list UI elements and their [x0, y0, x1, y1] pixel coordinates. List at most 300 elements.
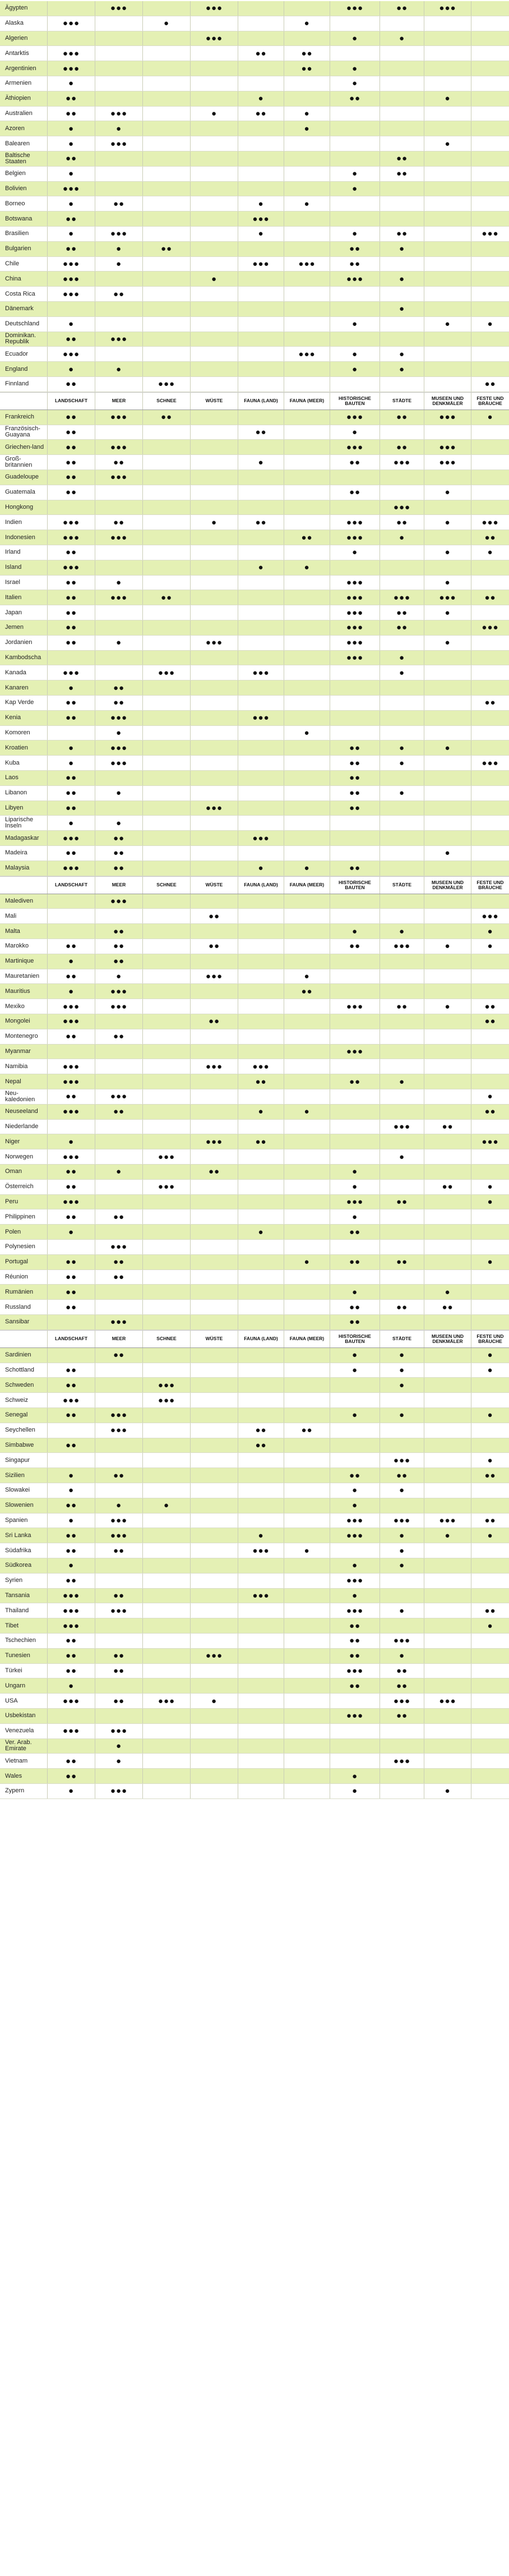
table-row: [0, 410, 509, 425]
rating-cell: [143, 1165, 191, 1179]
column-header: FAUNA (MEER): [284, 393, 330, 410]
rating-cell: [284, 455, 330, 470]
rating-cell: [284, 242, 330, 256]
rating-cell: [380, 801, 424, 816]
rating-cell: [95, 1678, 143, 1693]
country-name: Neuseeland: [0, 1105, 48, 1119]
rating-cell: ●●: [380, 410, 424, 425]
rating-cell: [143, 1315, 191, 1330]
rating-cell: [143, 711, 191, 725]
rating-cell: [424, 1709, 471, 1723]
rating-cell: ●●: [330, 1315, 380, 1330]
rating-cell: [424, 151, 471, 166]
rating-cell: [238, 1634, 284, 1648]
rating-cell: [330, 121, 380, 136]
table-row: [0, 1423, 509, 1438]
rating-cell: [95, 347, 143, 361]
rating-cell: [191, 620, 238, 635]
rating-cell: ●●: [48, 455, 95, 470]
rating-cell: [191, 440, 238, 454]
table-row: [0, 1769, 509, 1784]
rating-cell: [424, 272, 471, 286]
table-row: [0, 1574, 509, 1589]
rating-cell: [424, 1089, 471, 1104]
rating-cell: [238, 16, 284, 31]
rating-cell: [143, 121, 191, 136]
rating-cell: ●●●: [284, 347, 330, 361]
rating-cell: [191, 257, 238, 272]
rating-cell: ●: [330, 1408, 380, 1423]
rating-cell: [424, 831, 471, 845]
rating-cell: [191, 1709, 238, 1723]
rating-cell: ●●: [95, 831, 143, 845]
rating-cell: [191, 680, 238, 695]
rating-cell: [143, 1618, 191, 1633]
country-name: Slowenien: [0, 1498, 48, 1513]
rating-cell: ●●●: [380, 1694, 424, 1708]
rating-cell: [95, 1483, 143, 1498]
rating-cell: [48, 651, 95, 665]
rating-cell: ●●: [284, 1423, 330, 1438]
rating-cell: [284, 831, 330, 845]
column-header: STÄDTE: [380, 1331, 424, 1347]
rating-cell: [471, 242, 509, 256]
rating-cell: [424, 984, 471, 999]
rating-cell: [95, 651, 143, 665]
rating-cell: [191, 1528, 238, 1543]
rating-cell: [471, 1694, 509, 1708]
rating-cell: [330, 1694, 380, 1708]
rating-cell: ●●●: [95, 410, 143, 425]
rating-cell: [191, 1209, 238, 1224]
country-name: Alaska: [0, 16, 48, 31]
rating-cell: [143, 440, 191, 454]
rating-cell: [238, 1240, 284, 1254]
table-row: [0, 1543, 509, 1558]
rating-cell: [143, 1225, 191, 1239]
rating-cell: [380, 1270, 424, 1285]
rating-cell: [424, 801, 471, 816]
table-row: [0, 1438, 509, 1453]
column-header: SCHNEE: [143, 1331, 191, 1347]
rating-cell: [380, 287, 424, 301]
rating-cell: ●●: [330, 257, 380, 272]
rating-cell: [424, 1134, 471, 1149]
country-name: Israel: [0, 576, 48, 590]
country-name: Bulgarien: [0, 242, 48, 256]
rating-cell: ●●: [380, 151, 424, 166]
rating-cell: [95, 1438, 143, 1453]
rating-cell: ●●: [48, 377, 95, 392]
rating-cell: [471, 605, 509, 620]
country-name: Rumänien: [0, 1285, 48, 1299]
rating-cell: ●●: [330, 1678, 380, 1693]
table-row: [0, 605, 509, 620]
rating-cell: ●●: [380, 1195, 424, 1209]
rating-cell: [191, 1543, 238, 1558]
rating-cell: [191, 1558, 238, 1573]
table-row: [0, 1363, 509, 1378]
rating-cell: [238, 590, 284, 605]
rating-cell: [330, 332, 380, 347]
rating-cell: [238, 1165, 284, 1179]
country-name: Madeira: [0, 846, 48, 861]
rating-cell: ●●●: [380, 500, 424, 515]
rating-cell: ●●: [48, 1498, 95, 1513]
rating-cell: ●: [380, 242, 424, 256]
rating-cell: [143, 1029, 191, 1044]
rating-cell: [380, 1784, 424, 1798]
rating-cell: [143, 1634, 191, 1648]
rating-cell: [284, 1270, 330, 1285]
rating-cell: [284, 1149, 330, 1164]
rating-cell: [284, 924, 330, 939]
rating-cell: ●: [330, 1784, 380, 1798]
rating-cell: ●: [330, 1769, 380, 1783]
table-row: [0, 1784, 509, 1799]
rating-cell: [471, 1574, 509, 1588]
rating-cell: [471, 1393, 509, 1407]
rating-cell: ●●: [424, 1300, 471, 1314]
rating-cell: [471, 1300, 509, 1314]
rating-cell: [143, 136, 191, 151]
rating-cell: [424, 182, 471, 196]
rating-cell: ●●●: [48, 665, 95, 680]
rating-cell: ●: [380, 31, 424, 46]
rating-cell: ●●: [95, 1649, 143, 1663]
rating-cell: ●●●: [48, 1195, 95, 1209]
rating-cell: ●●●: [48, 1393, 95, 1407]
rating-cell: ●: [380, 1603, 424, 1618]
table-row: [0, 831, 509, 846]
rating-cell: [284, 545, 330, 560]
rating-cell: [238, 1149, 284, 1164]
rating-cell: ●: [95, 726, 143, 740]
rating-cell: ●●: [48, 485, 95, 500]
table-row: [0, 61, 509, 76]
rating-cell: [95, 605, 143, 620]
rating-cell: [143, 530, 191, 545]
rating-cell: [191, 1453, 238, 1468]
rating-cell: ●●: [484, 1470, 496, 1480]
rating-cell: [191, 76, 238, 91]
rating-cell: ●: [95, 1739, 143, 1754]
rating-cell: [191, 1393, 238, 1407]
rating-cell: [380, 680, 424, 695]
rating-cell: [284, 1195, 330, 1209]
rating-cell: ●●●: [48, 1014, 95, 1029]
rating-cell: [143, 151, 191, 166]
rating-cell: [284, 1664, 330, 1678]
rating-cell: [238, 302, 284, 316]
rating-cell: ●●: [380, 1255, 424, 1269]
rating-cell: ●: [284, 107, 330, 121]
rating-cell: [238, 1014, 284, 1029]
rating-cell: [95, 560, 143, 575]
rating-cell: [424, 1270, 471, 1285]
rating-cell: [284, 1468, 330, 1483]
rating-cell: [238, 272, 284, 286]
rating-cell: [330, 680, 380, 695]
rating-cell: [380, 1029, 424, 1044]
rating-cell: ●●: [48, 1363, 95, 1378]
rating-cell: [471, 846, 509, 861]
country-name: Indonesien: [0, 530, 48, 545]
rating-cell: [143, 620, 191, 635]
country-name: Mauritius: [0, 984, 48, 999]
table-row: [0, 1453, 509, 1468]
rating-cell: [191, 1120, 238, 1134]
rating-cell: [48, 1315, 95, 1330]
rating-cell: [380, 696, 424, 710]
rating-cell: [471, 440, 509, 454]
rating-cell: ●●●: [48, 530, 95, 545]
rating-cell: ●●: [330, 485, 380, 500]
rating-cell: [95, 1045, 143, 1059]
rating-cell: [330, 831, 380, 845]
country-name: Botswana: [0, 211, 48, 226]
rating-cell: [424, 1378, 471, 1392]
rating-cell: [143, 740, 191, 755]
country-name: Ver. Arab. Emirate: [0, 1739, 48, 1754]
rating-cell: ●●: [95, 696, 143, 710]
rating-cell: ●●: [48, 590, 95, 605]
rating-cell: ●●: [238, 515, 284, 530]
rating-cell: [238, 242, 284, 256]
rating-cell: [424, 1165, 471, 1179]
rating-cell: [380, 91, 424, 106]
rating-cell: ●●●: [424, 1, 471, 16]
rating-cell: ●●: [330, 786, 380, 801]
rating-cell: [424, 1225, 471, 1239]
country-name: Hongkong: [0, 500, 48, 515]
rating-cell: [284, 1678, 330, 1693]
rating-cell: ●: [380, 1528, 424, 1543]
rating-cell: ●●: [95, 1209, 143, 1224]
rating-cell: [284, 1348, 330, 1363]
country-name: Simbabwe: [0, 1438, 48, 1453]
rating-cell: [284, 771, 330, 785]
table-row: [0, 984, 509, 999]
rating-cell: [143, 1543, 191, 1558]
rating-cell: [284, 636, 330, 650]
rating-cell: ●●●: [95, 1240, 143, 1254]
rating-cell: [95, 1618, 143, 1633]
rating-cell: [284, 1363, 330, 1378]
table-row: [0, 485, 509, 500]
rating-cell: [238, 76, 284, 91]
rating-cell: [191, 861, 238, 876]
table-row: [0, 1678, 509, 1694]
rating-cell: [191, 924, 238, 939]
rating-cell: [471, 861, 509, 876]
rating-cell: [424, 711, 471, 725]
country-name: Schottland: [0, 1363, 48, 1378]
country-name: Irland: [0, 545, 48, 560]
rating-cell: [95, 272, 143, 286]
rating-cell: [471, 711, 509, 725]
rating-cell: [191, 1739, 238, 1754]
rating-cell: ●●: [484, 1606, 496, 1616]
rating-cell: ●●●: [238, 1589, 284, 1603]
country-name: Azoren: [0, 121, 48, 136]
rating-cell: ●●●: [48, 999, 95, 1014]
rating-cell: [143, 1408, 191, 1423]
rating-cell: ●: [424, 136, 471, 151]
rating-cell: [143, 1589, 191, 1603]
rating-cell: [238, 999, 284, 1014]
rating-cell: [238, 1255, 284, 1269]
rating-cell: [380, 257, 424, 272]
rating-cell: [424, 816, 471, 830]
rating-cell: [238, 1045, 284, 1059]
country-name: Sardinien: [0, 1348, 48, 1363]
rating-cell: ●: [487, 1410, 493, 1420]
rating-cell: [95, 545, 143, 560]
rating-cell: ●●: [48, 1270, 95, 1285]
rating-cell: ●●: [48, 771, 95, 785]
rating-cell: [143, 1514, 191, 1528]
table-row: [0, 1134, 509, 1149]
rating-cell: [238, 151, 284, 166]
rating-cell: ●: [424, 1784, 471, 1798]
rating-cell: [95, 1074, 143, 1089]
country-name: Belgien: [0, 167, 48, 181]
country-name: Niger: [0, 1134, 48, 1149]
rating-cell: ●●: [284, 984, 330, 999]
table-row: [0, 1589, 509, 1604]
rating-cell: ●●: [48, 786, 95, 801]
rating-cell: [238, 1724, 284, 1738]
rating-cell: [424, 726, 471, 740]
rating-cell: [143, 1603, 191, 1618]
rating-cell: ●●: [330, 91, 380, 106]
rating-cell: [238, 545, 284, 560]
rating-cell: [471, 16, 509, 31]
column-header: MEER: [95, 877, 143, 894]
rating-cell: ●●●: [48, 1618, 95, 1633]
rating-cell: [95, 620, 143, 635]
rating-cell: [330, 711, 380, 725]
rating-cell: [380, 984, 424, 999]
rating-cell: ●●●: [48, 515, 95, 530]
table-row: [0, 107, 509, 122]
rating-cell: [380, 771, 424, 785]
rating-cell: [284, 485, 330, 500]
rating-cell: ●: [284, 560, 330, 575]
rating-cell: ●: [424, 515, 471, 530]
rating-cell: [238, 440, 284, 454]
rating-cell: ●: [380, 1149, 424, 1164]
rating-cell: [48, 302, 95, 316]
rating-cell: [424, 1543, 471, 1558]
table-row: [0, 121, 509, 136]
rating-cell: ●●: [484, 379, 496, 389]
rating-cell: [380, 1769, 424, 1783]
rating-cell: [471, 1045, 509, 1059]
rating-cell: [424, 1468, 471, 1483]
rating-cell: ●: [424, 846, 471, 861]
rating-cell: ●●●: [330, 576, 380, 590]
country-name: Slowakei: [0, 1483, 48, 1498]
country-name: Sizilien: [0, 1468, 48, 1483]
rating-cell: [48, 1, 95, 16]
rating-cell: [330, 909, 380, 923]
rating-cell: [284, 470, 330, 485]
rating-cell: ●●●: [330, 272, 380, 286]
rating-cell: [380, 711, 424, 725]
table-row: [0, 1120, 509, 1135]
rating-cell: [424, 1574, 471, 1588]
rating-cell: [330, 107, 380, 121]
rating-cell: [330, 816, 380, 830]
table-row: [0, 1059, 509, 1074]
rating-cell: ●●●: [191, 1649, 238, 1663]
rating-cell: [143, 515, 191, 530]
rating-cell: [471, 1059, 509, 1074]
rating-cell: [143, 816, 191, 830]
rating-cell: [284, 846, 330, 861]
rating-cell: [95, 1120, 143, 1134]
rating-cell: [471, 257, 509, 272]
table-row: [0, 740, 509, 756]
rating-cell: ●●●: [238, 257, 284, 272]
rating-cell: [191, 560, 238, 575]
table-row: [0, 1014, 509, 1029]
rating-cell: [380, 576, 424, 590]
rating-cell: ●●: [380, 1, 424, 16]
rating-cell: ●●: [330, 1618, 380, 1633]
country-name: Mali: [0, 909, 48, 923]
rating-cell: ●: [95, 362, 143, 376]
rating-cell: [143, 861, 191, 876]
rating-cell: ●●●: [95, 999, 143, 1014]
rating-cell: [191, 1378, 238, 1392]
rating-cell: [191, 530, 238, 545]
rating-cell: [238, 1285, 284, 1299]
country-name: Niederlande: [0, 1120, 48, 1134]
rating-cell: [191, 1029, 238, 1044]
rating-cell: ●: [380, 756, 424, 770]
country-name: Dänemark: [0, 302, 48, 316]
table-row: [0, 1498, 509, 1514]
rating-cell: ●●●: [95, 1724, 143, 1738]
rating-cell: [330, 196, 380, 211]
rating-cell: [284, 151, 330, 166]
rating-cell: [48, 1739, 95, 1754]
rating-cell: [380, 1315, 424, 1330]
rating-cell: [284, 272, 330, 286]
country-name: Frankreich: [0, 410, 48, 425]
rating-cell: ●●: [380, 1468, 424, 1483]
rating-cell: [330, 1724, 380, 1738]
rating-cell: ●●: [238, 1074, 284, 1089]
table-row: [0, 1089, 509, 1105]
rating-cell: [471, 182, 509, 196]
rating-cell: [380, 894, 424, 909]
rating-cell: [143, 211, 191, 226]
rating-cell: [380, 1105, 424, 1119]
rating-cell: [380, 1393, 424, 1407]
country-name: Japan: [0, 605, 48, 620]
rating-cell: [330, 16, 380, 31]
rating-cell: ●: [424, 1528, 471, 1543]
rating-cell: ●●: [48, 1649, 95, 1663]
rating-cell: ●●●: [330, 590, 380, 605]
rating-cell: [48, 1423, 95, 1438]
rating-cell: [143, 984, 191, 999]
rating-cell: ●●●: [48, 16, 95, 31]
